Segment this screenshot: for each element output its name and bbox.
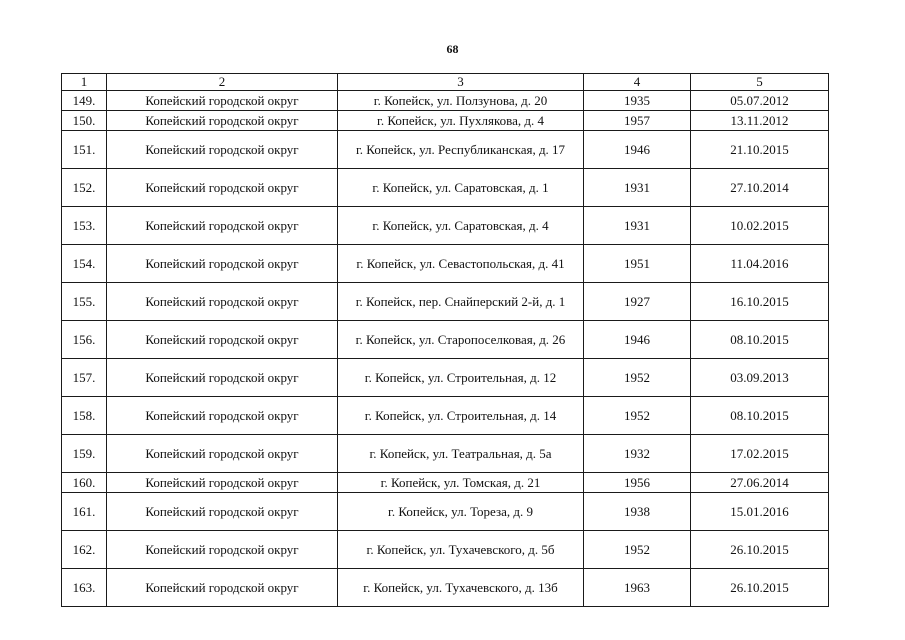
district-cell: Копейский городской округ — [107, 493, 338, 531]
district-cell: Копейский городской округ — [107, 169, 338, 207]
column-header: 3 — [338, 74, 584, 91]
date-cell: 16.10.2015 — [691, 283, 829, 321]
table-row — [62, 283, 829, 321]
year-cell: 1935 — [584, 91, 691, 111]
table-row — [62, 397, 829, 435]
date-cell: 26.10.2015 — [691, 569, 829, 607]
address-cell: г. Копейск, пер. Снайперский 2-й, д. 1 — [338, 283, 584, 321]
table-body — [62, 74, 829, 607]
date-cell: 17.02.2015 — [691, 435, 829, 473]
year-cell: 1963 — [584, 569, 691, 607]
date-cell: 05.07.2012 — [691, 91, 829, 111]
address-cell: г. Копейск, ул. Тухачевского, д. 5б — [338, 531, 584, 569]
district-cell: Копейский городской округ — [107, 131, 338, 169]
table-row — [62, 321, 829, 359]
address-cell: г. Копейск, ул. Тухачевского, д. 13б — [338, 569, 584, 607]
table-row — [62, 569, 829, 607]
row-number: 154. — [62, 245, 107, 283]
housing-registry-table — [61, 73, 829, 607]
district-cell: Копейский городской округ — [107, 245, 338, 283]
year-cell: 1932 — [584, 435, 691, 473]
district-cell: Копейский городской округ — [107, 207, 338, 245]
column-header: 1 — [62, 74, 107, 91]
address-cell: г. Копейск, ул. Ползунова, д. 20 — [338, 91, 584, 111]
row-number: 158. — [62, 397, 107, 435]
year-cell: 1952 — [584, 531, 691, 569]
date-cell: 08.10.2015 — [691, 397, 829, 435]
district-cell: Копейский городской округ — [107, 531, 338, 569]
address-cell: г. Копейск, ул. Пухлякова, д. 4 — [338, 111, 584, 131]
year-cell: 1956 — [584, 473, 691, 493]
date-cell: 08.10.2015 — [691, 321, 829, 359]
date-cell: 10.02.2015 — [691, 207, 829, 245]
page-number: 68 — [446, 42, 459, 56]
year-cell: 1952 — [584, 359, 691, 397]
address-cell: г. Копейск, ул. Томская, д. 21 — [338, 473, 584, 493]
district-cell: Копейский городской округ — [107, 91, 338, 111]
table-row — [62, 207, 829, 245]
year-cell: 1931 — [584, 207, 691, 245]
district-cell: Копейский городской округ — [107, 359, 338, 397]
row-number: 160. — [62, 473, 107, 493]
address-cell: г. Копейск, ул. Театральная, д. 5а — [338, 435, 584, 473]
date-cell: 26.10.2015 — [691, 531, 829, 569]
date-cell: 21.10.2015 — [691, 131, 829, 169]
district-cell: Копейский городской округ — [107, 283, 338, 321]
column-header: 2 — [107, 74, 338, 91]
year-cell: 1931 — [584, 169, 691, 207]
year-cell: 1952 — [584, 397, 691, 435]
address-cell: г. Копейск, ул. Строительная, д. 12 — [338, 359, 584, 397]
row-number: 156. — [62, 321, 107, 359]
date-cell: 03.09.2013 — [691, 359, 829, 397]
row-number: 162. — [62, 531, 107, 569]
address-cell: г. Копейск, ул. Республиканская, д. 17 — [338, 131, 584, 169]
year-cell: 1927 — [584, 283, 691, 321]
district-cell: Копейский городской округ — [107, 321, 338, 359]
year-cell: 1938 — [584, 493, 691, 531]
table-row — [62, 473, 829, 493]
year-cell: 1946 — [584, 131, 691, 169]
table-row — [62, 245, 829, 283]
address-cell: г. Копейск, ул. Саратовская, д. 4 — [338, 207, 584, 245]
table-header-row — [62, 74, 829, 91]
row-number: 161. — [62, 493, 107, 531]
table-row — [62, 91, 829, 111]
address-cell: г. Копейск, ул. Строительная, д. 14 — [338, 397, 584, 435]
table-row — [62, 111, 829, 131]
row-number: 152. — [62, 169, 107, 207]
address-cell: г. Копейск, ул. Саратовская, д. 1 — [338, 169, 584, 207]
year-cell: 1951 — [584, 245, 691, 283]
year-cell: 1957 — [584, 111, 691, 131]
table-row — [62, 435, 829, 473]
district-cell: Копейский городской округ — [107, 435, 338, 473]
date-cell: 15.01.2016 — [691, 493, 829, 531]
row-number: 157. — [62, 359, 107, 397]
district-cell: Копейский городской округ — [107, 569, 338, 607]
table-row — [62, 531, 829, 569]
row-number: 159. — [62, 435, 107, 473]
date-cell: 27.10.2014 — [691, 169, 829, 207]
table-row — [62, 493, 829, 531]
date-cell: 13.11.2012 — [691, 111, 829, 131]
table-row — [62, 359, 829, 397]
year-cell: 1946 — [584, 321, 691, 359]
address-cell: г. Копейск, ул. Тореза, д. 9 — [338, 493, 584, 531]
date-cell: 11.04.2016 — [691, 245, 829, 283]
table-row — [62, 131, 829, 169]
district-cell: Копейский городской округ — [107, 473, 338, 493]
district-cell: Копейский городской округ — [107, 397, 338, 435]
row-number: 153. — [62, 207, 107, 245]
row-number: 149. — [62, 91, 107, 111]
date-cell: 27.06.2014 — [691, 473, 829, 493]
row-number: 163. — [62, 569, 107, 607]
address-cell: г. Копейск, ул. Старопоселковая, д. 26 — [338, 321, 584, 359]
address-cell: г. Копейск, ул. Севастопольская, д. 41 — [338, 245, 584, 283]
table-row — [62, 169, 829, 207]
row-number: 150. — [62, 111, 107, 131]
row-number: 155. — [62, 283, 107, 321]
district-cell: Копейский городской округ — [107, 111, 338, 131]
column-header: 4 — [584, 74, 691, 91]
row-number: 151. — [62, 131, 107, 169]
column-header: 5 — [691, 74, 829, 91]
